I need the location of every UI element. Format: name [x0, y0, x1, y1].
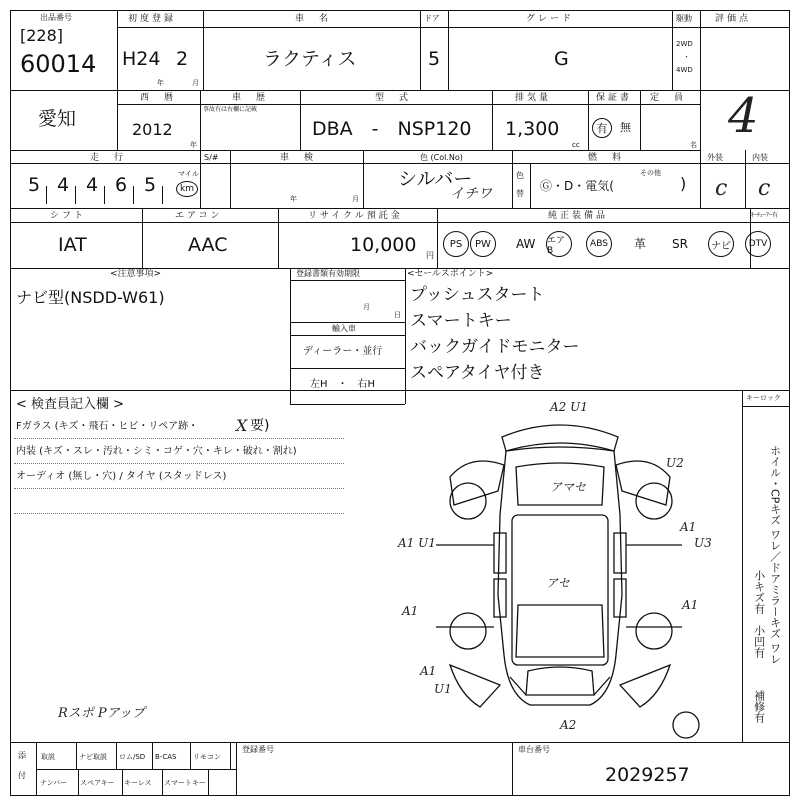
warranty-label: 保証書	[596, 93, 633, 103]
divider	[512, 742, 513, 796]
insp-month-unit: 月	[352, 195, 359, 203]
digit-divider	[162, 186, 163, 204]
grade-label: グレード	[526, 14, 575, 24]
divider	[236, 742, 237, 796]
divider	[588, 90, 589, 150]
first-reg-label: 初度登録	[128, 14, 177, 24]
rear-quarter-left	[450, 461, 504, 505]
front-bumper-right	[620, 665, 670, 707]
equipment-item: ABS	[586, 231, 612, 257]
reg-no-label: 登録番号	[242, 745, 274, 754]
divider	[162, 769, 163, 796]
inspector-title: < 検査員記入欄 >	[16, 397, 125, 412]
first-reg-month: 2	[176, 48, 189, 70]
attached-item: ロム/SD	[119, 753, 146, 761]
divider	[363, 150, 364, 208]
car-name: ラクティス	[263, 48, 357, 70]
docs-day: 日	[394, 311, 401, 319]
divider	[300, 90, 301, 150]
color-change-1: 色	[516, 171, 524, 180]
digit-divider	[75, 186, 76, 204]
diagram-mark: A1	[420, 664, 437, 678]
car-name-label: 車 名	[295, 14, 332, 24]
mileage-label: 走 行	[90, 153, 127, 163]
interior-grade: c	[758, 176, 771, 201]
attached-item: 取説	[41, 753, 55, 761]
fixed-label: 定 員	[650, 93, 687, 103]
color-note: イチワ	[450, 186, 492, 202]
divider	[700, 150, 701, 208]
diagram-mark: アマセ	[550, 480, 587, 494]
region: 愛知	[38, 108, 77, 130]
year-unit-2: 年	[190, 141, 197, 149]
first-reg-era: H24	[122, 48, 161, 70]
import-dealer: ディーラー・並行	[303, 346, 383, 357]
history-note: 事故有は右欄に記載	[203, 106, 258, 113]
shift-label: シフト	[50, 211, 87, 221]
persons-unit: 名	[690, 141, 697, 149]
doors: 5	[428, 48, 441, 70]
model-label: 型 式	[375, 93, 412, 103]
digit-divider	[46, 186, 47, 204]
caution-label: <注意事項>	[110, 269, 162, 279]
drive-dot: ・	[683, 53, 690, 61]
diagram-mark: U3	[694, 536, 712, 550]
inspector-line2: 内装 (キズ・スレ・汚れ・シミ・コゲ・穴・キレ・破れ・割れ)	[16, 446, 297, 457]
shift: IAT	[58, 234, 87, 256]
attached-item: ナンバー	[40, 779, 68, 787]
divider	[10, 742, 790, 743]
car-diagram	[390, 395, 730, 740]
equipment-item: ナビ	[708, 231, 734, 257]
divider	[117, 90, 118, 150]
divider	[290, 280, 405, 281]
digit-divider	[133, 186, 134, 204]
divider	[742, 406, 790, 407]
divider	[208, 769, 209, 796]
divider	[122, 769, 123, 796]
divider	[200, 150, 201, 208]
divider	[230, 742, 231, 769]
diagram-mark: A1	[682, 598, 699, 612]
legend-vertical-3: 補修有	[752, 690, 766, 723]
lot-number: 60014	[20, 50, 97, 78]
drive-2wd: 2WD	[676, 40, 693, 48]
docs-month: 月	[363, 303, 370, 311]
import-handle: 左H ・ 右H	[310, 379, 376, 390]
inspector-handwriting: Rスポ Pアップ	[58, 706, 145, 721]
warranty-no: 無	[620, 121, 631, 134]
divider	[672, 10, 673, 90]
mileage-digit: 5	[28, 174, 41, 196]
attach-label-1: 添	[18, 751, 26, 760]
wheel-front-right-icon	[636, 613, 672, 649]
warranty-yes: 有	[592, 118, 612, 138]
divider	[10, 208, 790, 209]
attached-item: ナビ取説	[79, 753, 107, 761]
km-label: km	[176, 181, 198, 197]
diagram-mark: A1	[680, 520, 697, 534]
divider	[492, 90, 493, 150]
divider	[448, 10, 449, 90]
caution-text: ナビ型(NSDD-W61)	[16, 288, 165, 307]
insp-year-unit: 年	[290, 195, 297, 203]
fuel-options: Ⓖ・D・電気(	[540, 179, 614, 193]
divider	[10, 163, 790, 164]
mileage-digit: 4	[57, 174, 70, 196]
cc-unit: cc	[572, 141, 580, 149]
divider	[36, 769, 236, 770]
front-bumper-left	[450, 665, 500, 707]
attached-item: スマートキー	[164, 779, 206, 787]
divider	[290, 335, 405, 336]
inspection-label: 車 検	[280, 153, 317, 163]
equipment-item: PS	[443, 231, 469, 257]
yen-unit: 円	[426, 251, 434, 260]
diagram-mark: A1 U1	[398, 536, 436, 550]
dotted-line	[14, 438, 344, 439]
legend-vertical-2: 小キズ有 小凹有	[752, 570, 766, 658]
divider	[78, 769, 79, 796]
equipment-item: エアB	[546, 231, 572, 257]
mileage-digit: 6	[115, 174, 128, 196]
divider	[10, 390, 790, 391]
fuel-close: )	[680, 174, 687, 193]
hood	[526, 667, 594, 695]
ac: AAC	[188, 234, 228, 256]
sales-point: スペアタイヤ付き	[410, 363, 545, 383]
attached-item: リモコン	[193, 753, 221, 761]
divider	[152, 742, 153, 769]
divider	[117, 104, 700, 105]
diagram-mark: U1	[434, 682, 452, 696]
score-label: 評価点	[715, 14, 752, 24]
attached-item: スペアキー	[80, 779, 115, 787]
divider	[36, 742, 37, 796]
ac-label: エアコン	[175, 211, 223, 221]
inspector-line1: Fガラス (キズ・飛石・ヒビ・リペア跡・	[16, 421, 199, 432]
diagram-mark: A1	[402, 604, 419, 618]
divider	[116, 742, 117, 769]
equipment-item: DTV	[745, 231, 771, 257]
divider	[640, 90, 641, 150]
sales-point: バックガイドモニター	[410, 337, 580, 357]
equip-label: 純正装備品	[548, 211, 609, 221]
inspector-line1-mark: X	[236, 416, 248, 435]
inspector-line1-end: 要)	[250, 418, 270, 434]
lot-label: 出品番号	[40, 13, 72, 22]
spare-tire-icon	[673, 712, 699, 738]
drive-4wd: 4WD	[676, 66, 693, 74]
chassis-number: 2029257	[605, 764, 690, 786]
color-change-2: 替	[516, 189, 524, 198]
inspection-no-label: S/#	[204, 153, 219, 162]
divider	[117, 27, 790, 28]
divider	[117, 10, 118, 90]
interior-label: 内装	[752, 153, 768, 162]
wheel-front-left-icon	[450, 613, 486, 649]
dotted-line	[14, 513, 344, 514]
divider	[200, 90, 201, 150]
diagram-mark: A2 U1	[550, 400, 588, 414]
western-year: 2012	[132, 120, 173, 139]
equipment-item: PW	[470, 231, 496, 257]
recycle-label: リサイクル預託金	[308, 211, 403, 221]
displacement: 1,300	[505, 118, 560, 140]
year-unit: 年	[157, 79, 164, 87]
keyless-label: キーロック	[746, 394, 781, 402]
dotted-line	[14, 463, 344, 464]
month-unit: 月	[192, 79, 199, 87]
sales-point: スマートキー	[410, 311, 512, 331]
divider	[10, 90, 790, 91]
divider	[420, 10, 421, 90]
history-label: 車 歴	[232, 93, 269, 103]
inspector-line3: オーディオ (無し・穴) / タイヤ (スタッドレス)	[16, 471, 227, 482]
divider	[290, 368, 405, 369]
key-label: ｷｰﾁｪｰｱｰ有	[751, 212, 779, 219]
divider	[76, 742, 77, 769]
mileage-digit: 4	[86, 174, 99, 196]
divider	[142, 208, 143, 268]
import-label: 輸入車	[332, 324, 356, 333]
equipment-item: SR	[672, 237, 688, 251]
diagram-mark: U2	[666, 456, 684, 470]
divider	[745, 150, 746, 208]
recycle-fee: 10,000	[350, 234, 417, 256]
digit-divider	[104, 186, 105, 204]
model-code: DBA - NSP120	[312, 118, 472, 140]
divider	[10, 222, 790, 223]
chassis-label: 車台番号	[518, 745, 550, 754]
front-lights	[510, 677, 610, 695]
docs-label: 登録書類有効期限	[296, 269, 360, 278]
exterior-grade: c	[715, 176, 728, 201]
drive-label: 駆動	[676, 14, 692, 23]
diagram-mark: アセ	[546, 576, 570, 590]
dotted-line	[14, 488, 344, 489]
divider	[290, 268, 291, 404]
divider	[742, 390, 743, 742]
color-label: 色 (Col.No)	[420, 153, 463, 162]
displacement-label: 排気量	[515, 93, 552, 103]
divider	[530, 163, 531, 208]
attached-item: B-CAS	[155, 753, 177, 761]
grade: G	[554, 48, 569, 70]
mileage-digit: 5	[144, 174, 157, 196]
sales-point: プッシュスタート	[410, 285, 545, 305]
divider	[278, 208, 279, 268]
windshield	[516, 605, 604, 657]
mile-label: マイル	[178, 170, 199, 178]
attach-label-2: 付	[18, 771, 26, 780]
equipment-item: 革	[634, 237, 647, 251]
divider	[405, 268, 406, 404]
diagram-mark: A2	[560, 718, 577, 732]
divider	[230, 150, 231, 208]
divider	[700, 10, 701, 150]
divider	[10, 150, 700, 151]
fuel-other: その他	[640, 169, 661, 177]
sales-label: <セールスポイント>	[407, 269, 494, 279]
doors-label: ドア	[424, 14, 440, 23]
legend-vertical-1: ホイル・CPキズ ワレ／ドアミラーキズ ワレ	[768, 445, 782, 665]
fuel-label: 燃 料	[588, 153, 625, 163]
lot-prefix: [228]	[20, 26, 64, 45]
score: 4	[728, 88, 759, 144]
divider	[290, 404, 405, 405]
western-label: 西 暦	[140, 93, 177, 103]
rear-quarter-right	[616, 461, 670, 505]
divider	[203, 10, 204, 90]
divider	[290, 322, 405, 323]
attached-item: キーレス	[124, 779, 152, 787]
roof	[512, 515, 608, 665]
exterior-label: 外装	[707, 153, 723, 162]
equipment-item: AW	[516, 237, 536, 251]
divider	[512, 150, 513, 208]
divider	[437, 208, 438, 268]
color-name: シルバー	[398, 168, 473, 190]
divider	[190, 742, 191, 769]
